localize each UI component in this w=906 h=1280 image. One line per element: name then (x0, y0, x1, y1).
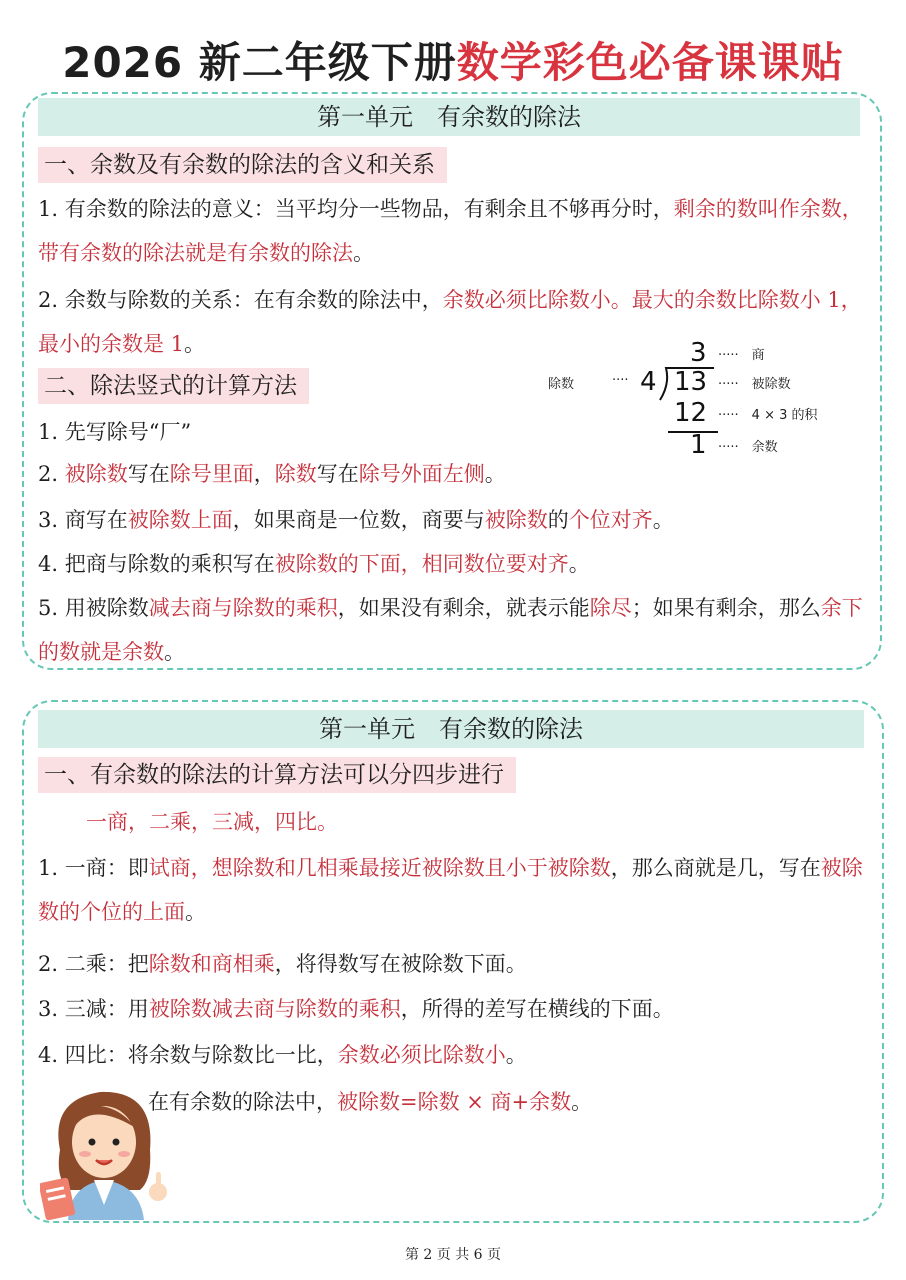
paragraph-meaning: 1. 有余数的除法的意义：当平均分一些物品，有剩余且不够再分时，剩余的数叫作余数，带有余数的除法就是有余数的除法。 (38, 197, 863, 265)
remainder-number: 1 (690, 430, 707, 460)
divisor-number: 4 (640, 367, 657, 397)
product-label: ····· 4 × 3 的积 (718, 408, 818, 423)
list-item-3: 3. 商写在被除数上面，如果商是一位数，商要与被除数的个位对齐。 (38, 508, 674, 532)
title-black: 2026 新二年级下册 (62, 38, 457, 87)
unit-title-1: 第一单元 有余数的除法 (38, 98, 860, 136)
title-red: 数学彩色必备课课贴 (456, 38, 844, 87)
section-heading-1: 一、余数及有余数的除法的含义和关系 (38, 147, 447, 183)
division-formula: 在有余数的除法中，被除数=除数 × 商+余数。 (148, 1090, 593, 1114)
paragraph-relation: 2. 余数与除数的关系：在有余数的除法中，余数必须比除数小。最大的余数比除数小 1，最小的余数是 1。 (38, 288, 862, 356)
page-title (0, 30, 906, 90)
product-number: 12 (674, 398, 708, 428)
step-2: 2. 二乘：把除数和商相乘，将得数写在被除数下面。 (38, 952, 527, 976)
list-item-5: 5. 用被除数减去商与除数的乘积，如果没有剩余，就表示能除尽；如果有剩余，那么余下的数就是余数。 (38, 596, 863, 664)
teacher-illustration-icon (40, 1080, 180, 1220)
quotient-label: ····· 商 (718, 348, 765, 363)
page-footer: 第 2 页 共 6 页 (404, 1247, 502, 1263)
quotient-number: 3 (690, 338, 707, 368)
step-1: 1. 一商：即试商，想除数和几相乘最接近被除数且小于被除数，那么商就是几，写在被除数的个位的上面。 (38, 856, 863, 924)
steps-summary: 一商，二乘，三减，四比。 (86, 810, 338, 834)
unit-title-2: 第一单元 有余数的除法 (38, 710, 864, 748)
remainder-label: ····· 余数 (718, 440, 778, 455)
divisor-dots: ···· (612, 373, 629, 388)
section-heading-2: 二、除法竖式的计算方法 (38, 368, 309, 404)
list-item-2: 2. 被除数写在除号里面，除数写在除号外面左侧。 (38, 462, 506, 486)
step-4: 4. 四比：将余数与除数比一比，余数必须比除数小。 (38, 1043, 527, 1067)
dividend-number: 13 (674, 367, 708, 397)
dividend-label: ····· 被除数 (718, 377, 791, 392)
list-item-4: 4. 把商与除数的乘积写在被除数的下面，相同数位要对齐。 (38, 552, 590, 576)
section-heading-3: 一、有余数的除法的计算方法可以分四步进行 (38, 757, 516, 793)
long-division-diagram (540, 338, 840, 463)
step-3: 3. 三减：用被除数减去商与除数的乘积，所得的差写在横线的下面。 (38, 997, 674, 1021)
list-item-1: 1. 先写除号“厂” (38, 420, 192, 444)
divisor-label: 除数 (548, 377, 575, 392)
